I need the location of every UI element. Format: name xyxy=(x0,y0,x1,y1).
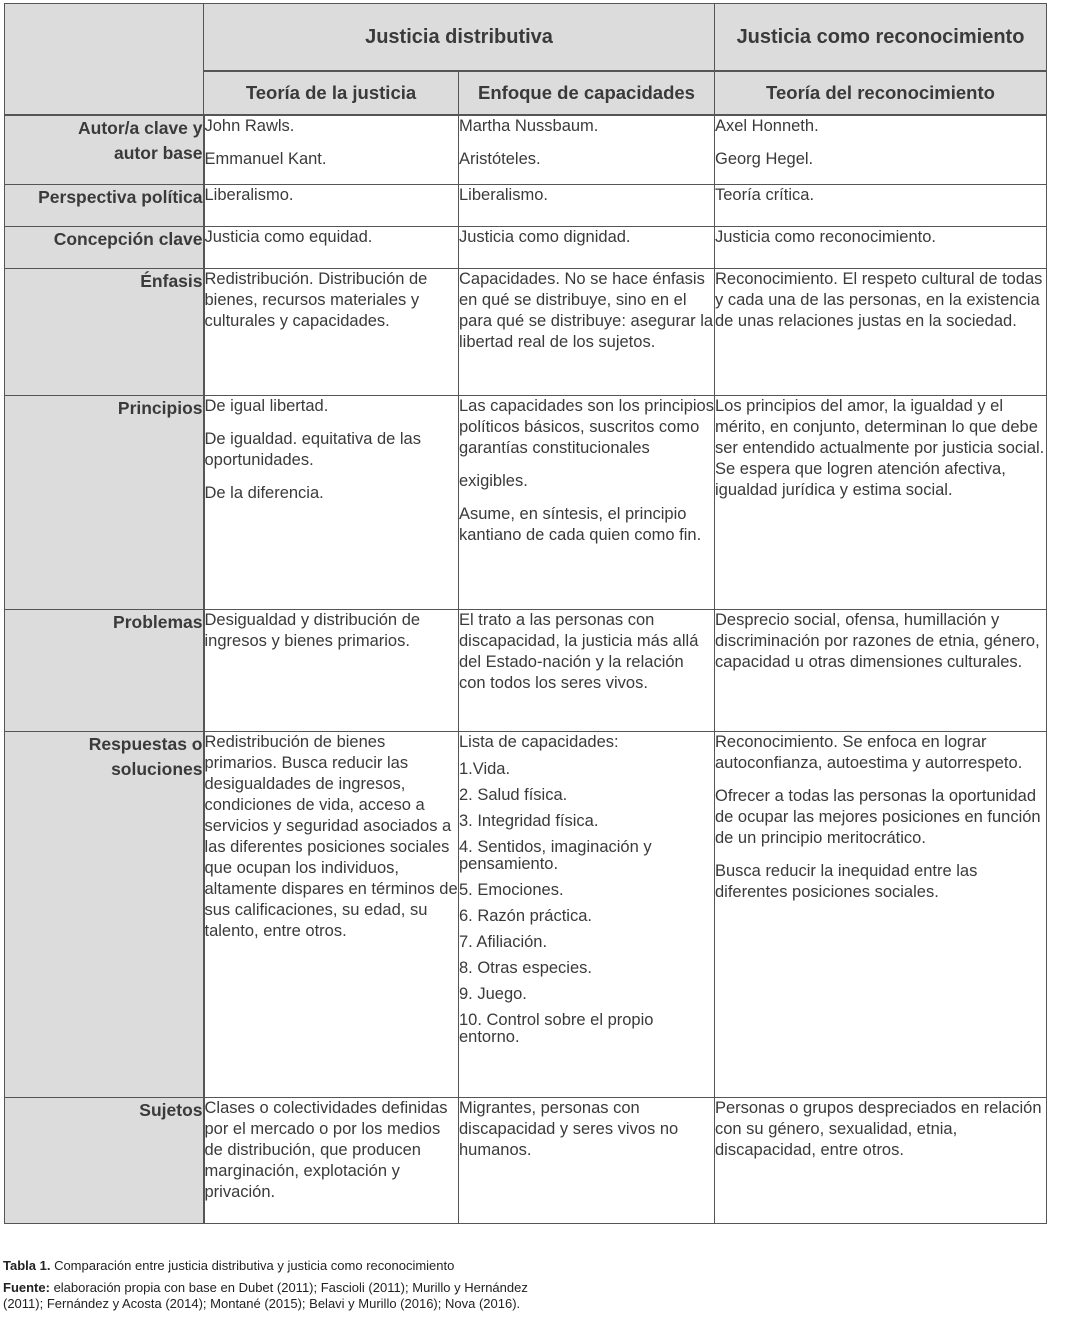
caption-title-label: Tabla 1. xyxy=(3,1258,51,1273)
header-enfoque-capacidades: Enfoque de capacidades xyxy=(459,71,715,115)
row-label-line: Principios xyxy=(117,397,203,418)
row-label-concepcion-clave xyxy=(5,226,204,268)
cell-paragraph: 6. Razón práctica. xyxy=(459,906,592,925)
caption-source-label: Fuente: xyxy=(3,1280,50,1295)
row-label-sujetos xyxy=(5,1097,204,1223)
cell-paragraph: John Rawls. xyxy=(204,117,295,135)
table-row-perspectiva-politica xyxy=(5,184,1047,226)
row-label-line: autor base xyxy=(114,143,203,163)
cell-sujetos-col2 xyxy=(459,1097,715,1223)
cell-paragraph: Reconocimiento. El respeto cultural de todas y cada una de las personas, en la existencia de unas relaciones justas en la sociedad. xyxy=(715,269,1043,330)
cell-paragraph: Reconocimiento. Se enfoca en lograr autoconfianza, autoestima y autorrespeto. xyxy=(715,732,1023,772)
cell-paragraph: Liberalismo. xyxy=(459,185,548,204)
cell-respuestas-soluciones-col3 xyxy=(715,731,1047,1097)
cell-perspectiva-politica-col1 xyxy=(204,184,459,226)
table-row-principios xyxy=(5,395,1047,609)
cell-problemas-col2 xyxy=(459,609,715,731)
row-label-respuestas-soluciones xyxy=(5,731,204,1097)
row-label-problemas xyxy=(5,609,204,731)
header-corner xyxy=(5,4,204,116)
cell-principios-col2 xyxy=(459,395,715,609)
table-row-autor-clave xyxy=(5,115,1047,184)
cell-paragraph: Lista de capacidades: xyxy=(459,732,619,751)
cell-paragraph: Justicia como reconocimiento. xyxy=(715,227,937,246)
caption-source xyxy=(3,1280,563,1312)
header-teoria-reconocimiento: Teoría del reconocimiento xyxy=(715,71,1047,115)
cell-autor-clave-col3 xyxy=(715,115,1047,184)
cell-problemas-col1 xyxy=(204,609,459,731)
cell-concepcion-clave-col1 xyxy=(204,226,459,268)
row-label-principios xyxy=(5,395,204,609)
cell-paragraph: 10. Control sobre el propio entorno. xyxy=(459,1010,654,1046)
cell-paragraph: 8. Otras especies. xyxy=(459,958,592,977)
header-justicia-distributiva: Justicia distributiva xyxy=(204,4,715,72)
cell-paragraph: De la diferencia. xyxy=(204,483,324,502)
row-label-line: Sujetos xyxy=(139,1099,203,1120)
cell-paragraph: 2. Salud física. xyxy=(459,785,568,804)
cell-perspectiva-politica-col2 xyxy=(459,184,715,226)
cell-problemas-col3 xyxy=(715,609,1047,731)
cell-paragraph: Personas o grupos despreciados en relación con su género, sexualidad, etnia, discapacidad, entre otros. xyxy=(715,1098,1042,1159)
header-justicia-reconocimiento: Justicia como reconocimiento xyxy=(715,4,1047,72)
cell-enfasis-col2 xyxy=(459,268,715,395)
cell-paragraph: Ofrecer a todas las personas la oportunidad de ocupar las mejores posiciones en función de un principio meritocrático. xyxy=(715,786,1041,847)
table-row-problemas xyxy=(5,609,1047,731)
caption-source-text: elaboración propia con base en Dubet (2011); Fascioli (2011); Murillo y Hernández (2011); Fernández y Acosta (2014); Montané (2015); Belavi y Murillo (2016); Nova (2016). xyxy=(3,1280,528,1311)
cell-paragraph: Busca reducir la inequidad entre las diferentes posiciones sociales. xyxy=(715,861,978,901)
cell-paragraph: 3. Integridad física. xyxy=(459,811,599,830)
cell-paragraph: Migrantes, personas con discapacidad y seres vivos no humanos. xyxy=(459,1098,679,1159)
cell-paragraph: Redistribución. Distribución de bienes, recursos materiales y culturales y capacidades. xyxy=(204,269,428,330)
row-label-line: Perspectiva política xyxy=(38,186,203,207)
row-label-line: Concepción clave xyxy=(53,228,203,249)
cell-paragraph: Axel Honneth. xyxy=(715,117,819,135)
cell-principios-col1 xyxy=(204,395,459,609)
cell-autor-clave-col2 xyxy=(459,115,715,184)
cell-paragraph: Justicia como equidad. xyxy=(204,227,373,246)
cell-paragraph: Las capacidades son los principios políticos básicos, suscritos como garantías constitucionales xyxy=(459,396,714,457)
cell-paragraph: 7. Afiliación. xyxy=(459,932,548,951)
caption-title-text: Comparación entre justicia distributiva y justicia como reconocimiento xyxy=(50,1258,455,1273)
cell-paragraph: 4. Sentidos, imaginación y pensamiento. xyxy=(459,837,652,873)
row-label-autor-clave xyxy=(5,115,204,184)
cell-paragraph: Teoría crítica. xyxy=(715,185,815,204)
cell-concepcion-clave-col3 xyxy=(715,226,1047,268)
table-row-enfasis xyxy=(5,268,1047,395)
cell-paragraph: Liberalismo. xyxy=(204,185,294,204)
cell-sujetos-col1 xyxy=(204,1097,459,1223)
cell-paragraph: Justicia como dignidad. xyxy=(459,227,631,246)
row-label-line: Respuestas o xyxy=(88,733,203,754)
cell-paragraph: 1.Vida. xyxy=(459,759,511,778)
cell-paragraph: Redistribución de bienes primarios. Busca reducir las desigualdades de ingresos, condiciones de vida, acceso a servicios y seguridad asociados a las diferentes posiciones sociales que ocupan los individuos, altamente dispares en términos de sus calificaciones, su edad, su talento, entre otros. xyxy=(204,732,458,940)
cell-paragraph: Martha Nussbaum. xyxy=(459,117,599,135)
cell-paragraph: De igual libertad. xyxy=(204,396,329,415)
comparison-table xyxy=(4,3,1047,1224)
table-caption xyxy=(3,1258,563,1318)
header-teoria-justicia: Teoría de la justicia xyxy=(204,71,459,115)
cell-autor-clave-col1 xyxy=(204,115,459,184)
cell-sujetos-col3 xyxy=(715,1097,1047,1223)
row-label-line: Énfasis xyxy=(140,270,203,291)
cell-principios-col3 xyxy=(715,395,1047,609)
cell-paragraph: Aristóteles. xyxy=(459,150,541,168)
caption-title xyxy=(3,1258,563,1274)
cell-paragraph: El trato a las personas con discapacidad, la justicia más allá del Estado-nación y la relación con todos los seres vivos. xyxy=(459,610,699,692)
row-label-line: Problemas xyxy=(113,611,203,632)
table-row-concepcion-clave xyxy=(5,226,1047,268)
cell-paragraph: 5. Emociones. xyxy=(459,880,564,899)
cell-enfasis-col3 xyxy=(715,268,1047,395)
cell-paragraph: 9. Juego. xyxy=(459,984,527,1003)
table-row-respuestas-soluciones xyxy=(5,731,1047,1097)
cell-paragraph: Asume, en síntesis, el principio kantiano de cada quien como fin. xyxy=(459,504,702,544)
cell-paragraph: Georg Hegel. xyxy=(715,150,814,168)
cell-paragraph: Desprecio social, ofensa, humillación y discriminación por razones de etnia, género, capacidad u otras dimensiones culturales. xyxy=(715,610,1040,671)
cell-paragraph: Los principios del amor, la igualdad y el mérito, en conjunto, determinan lo que debe ser entendido actualmente por justicia social. Se espera que logren atención afectiva, igualdad jurídica y estima social. xyxy=(715,396,1045,499)
row-label-line: soluciones xyxy=(111,758,203,779)
cell-paragraph: Desigualdad y distribución de ingresos y bienes primarios. xyxy=(204,610,421,650)
cell-paragraph: exigibles. xyxy=(459,471,528,490)
cell-paragraph: Capacidades. No se hace énfasis en qué se distribuye, sino en el para qué se distribuye: asegurar la libertad real de los sujetos. xyxy=(459,269,714,351)
table-row-sujetos xyxy=(5,1097,1047,1223)
cell-enfasis-col1 xyxy=(204,268,459,395)
cell-respuestas-soluciones-col1 xyxy=(204,731,459,1097)
row-label-enfasis xyxy=(5,268,204,395)
cell-respuestas-soluciones-col2 xyxy=(459,731,715,1097)
header-row-groups xyxy=(5,4,1047,72)
cell-perspectiva-politica-col3 xyxy=(715,184,1047,226)
cell-paragraph: Clases o colectividades definidas por el mercado o por los medios de distribución, que producen marginación, explotación y privación. xyxy=(204,1098,448,1201)
row-label-perspectiva-politica xyxy=(5,184,204,226)
cell-paragraph: De igualdad. equitativa de las oportunidades. xyxy=(204,429,421,469)
cell-concepcion-clave-col2 xyxy=(459,226,715,268)
cell-paragraph: Emmanuel Kant. xyxy=(204,150,327,168)
row-label-line: Autor/a clave y xyxy=(78,118,203,138)
